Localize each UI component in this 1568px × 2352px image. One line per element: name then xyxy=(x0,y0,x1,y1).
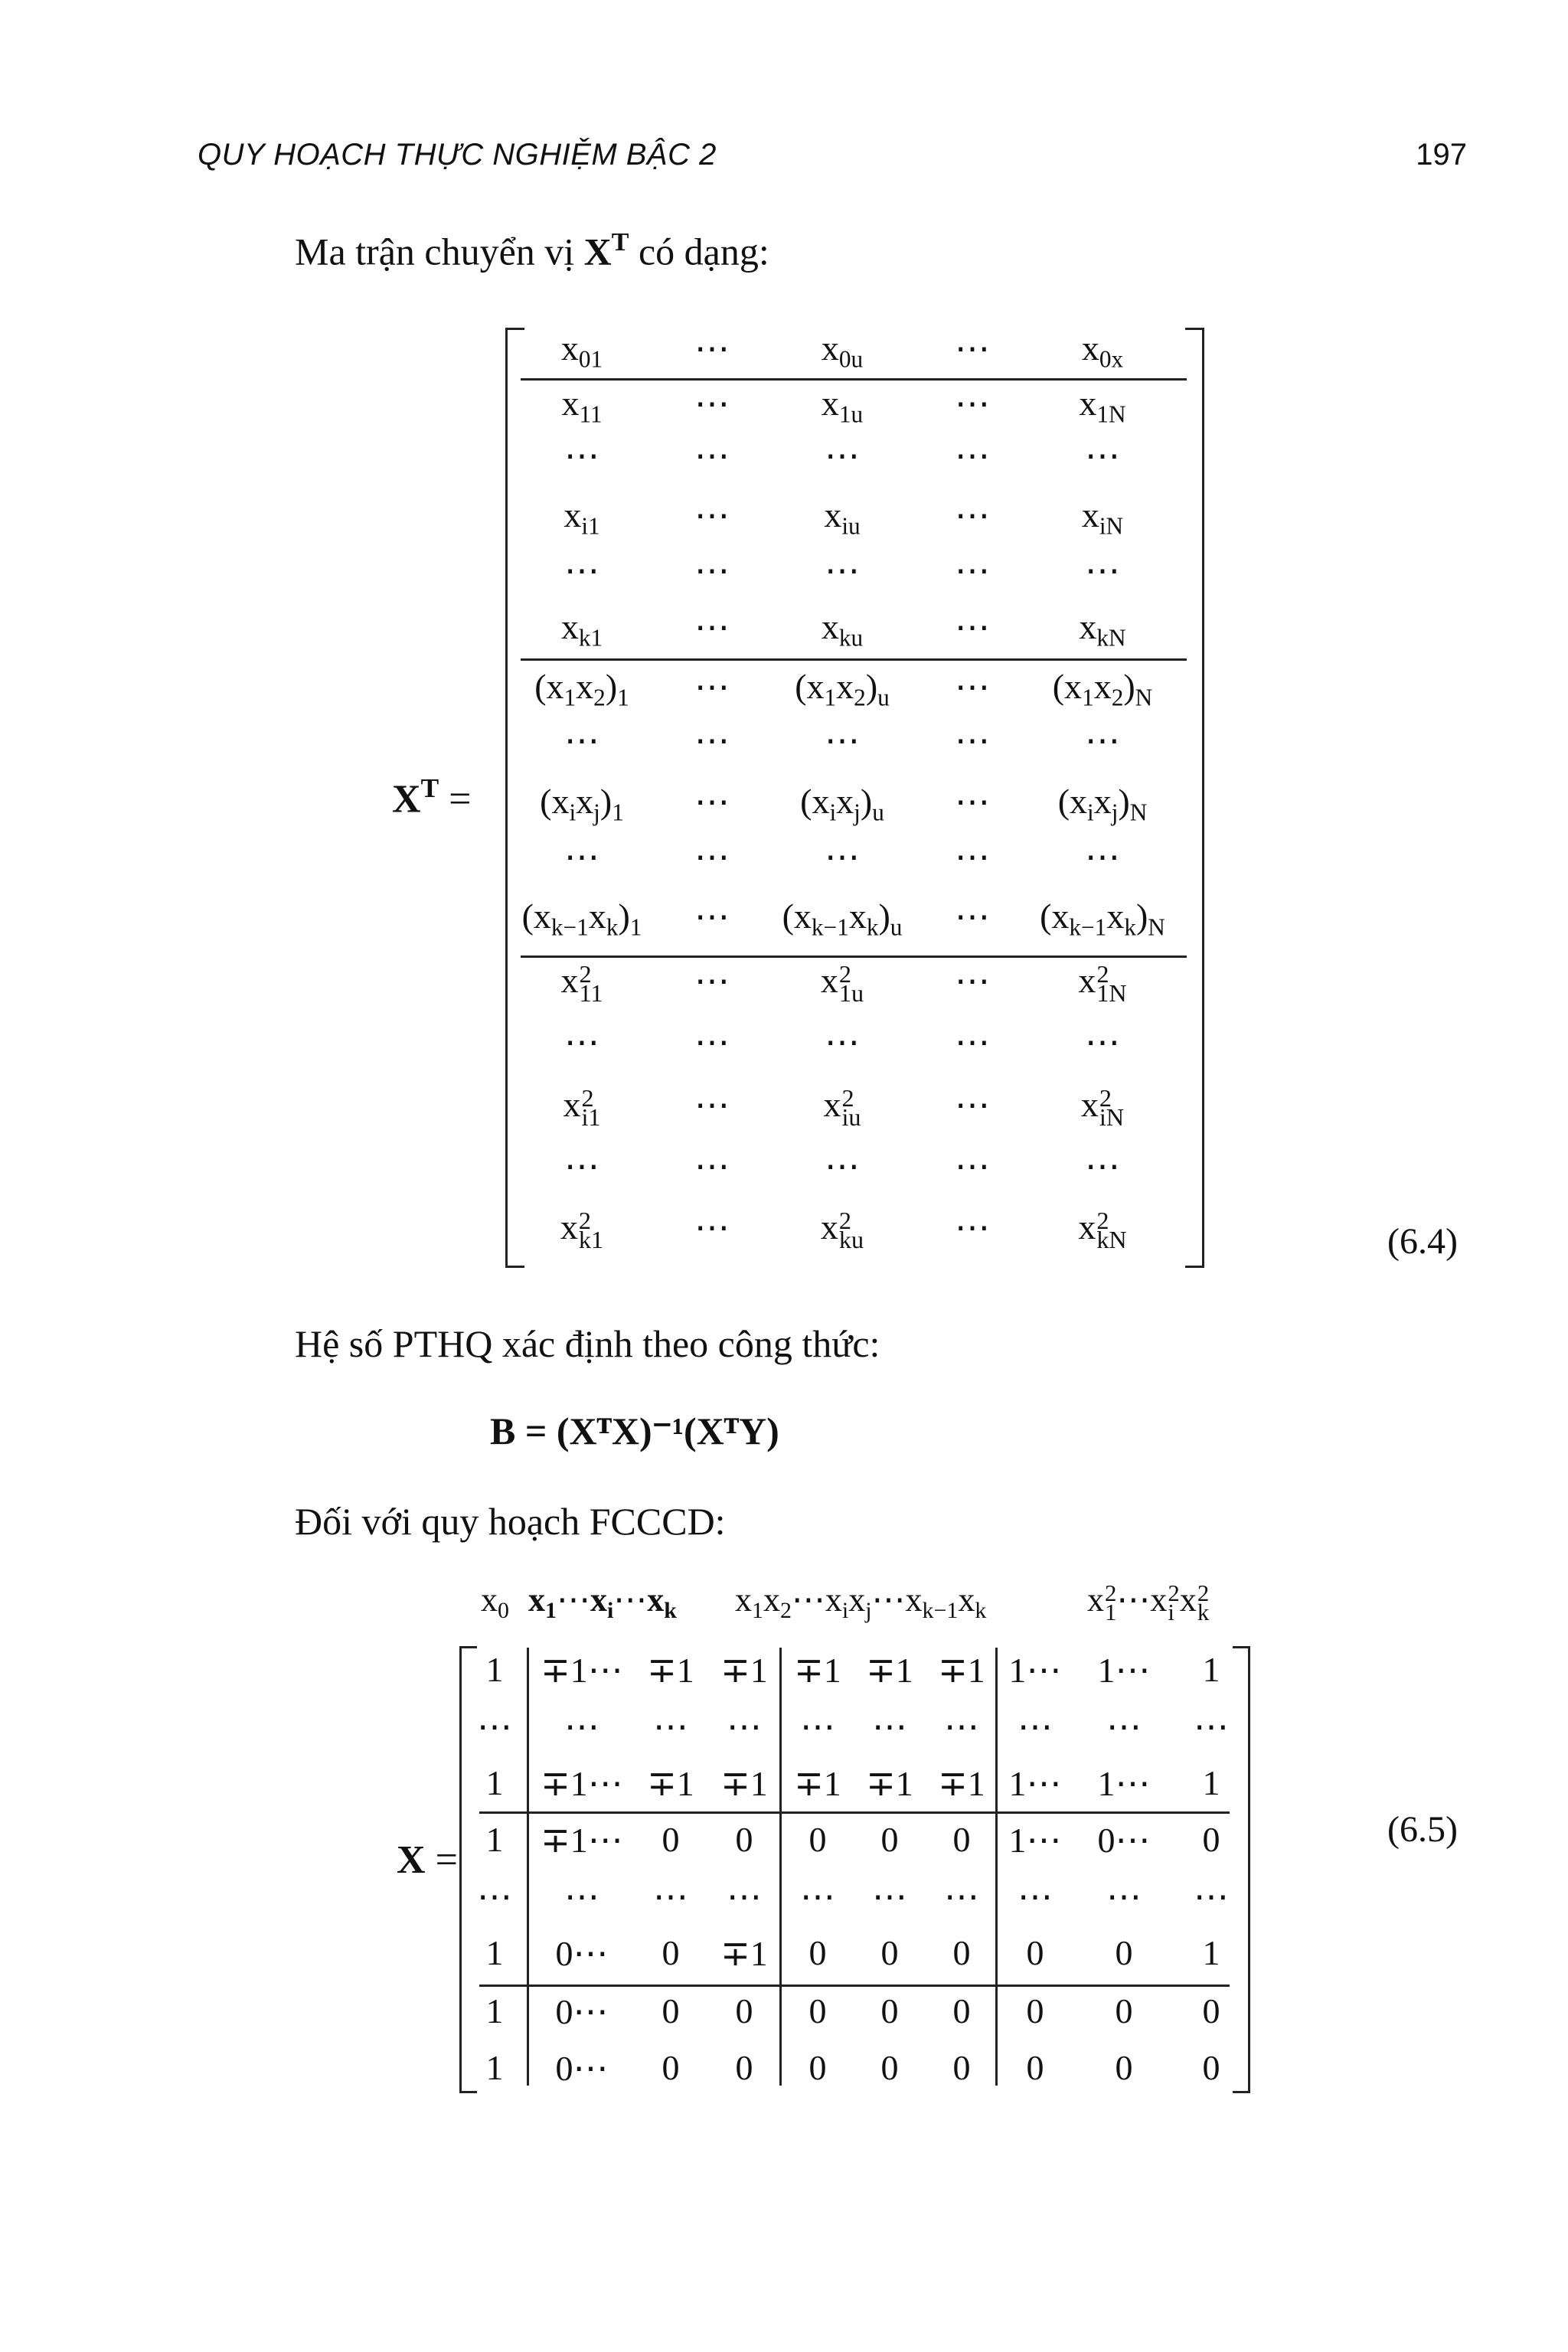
fcccd-cell: ⋯ xyxy=(727,1877,762,1916)
xt-sup: T xyxy=(420,773,439,803)
fcccd-cell: ⋯ xyxy=(727,1707,762,1746)
matrix-cell: ⋯ xyxy=(955,1086,990,1125)
matrix-cell: ⋯ xyxy=(564,838,599,877)
fcccd-cell: 0 xyxy=(1115,1991,1133,2030)
fcccd-cell: ∓1 xyxy=(720,1764,768,1803)
column-header: $x_0$ xyxy=(481,1581,509,1623)
fcccd-row xyxy=(459,1762,1248,1816)
fcccd-cell: ⋯ xyxy=(564,1877,599,1916)
matrix-cell: ⋯ xyxy=(694,962,730,1001)
matrix-cell: $(x_{k-1}x_k)_1$ xyxy=(521,897,642,941)
fcccd-cell: 0 xyxy=(952,1933,971,1972)
matrix-cell: $x_{0x}$ xyxy=(1081,328,1124,373)
fcccd-cell: ⋯ xyxy=(1106,1877,1142,1916)
matrix-cell: ⋯ xyxy=(955,608,990,647)
matrix-cell: $(x_{k-1}x_k)_u$ xyxy=(782,897,903,941)
matrix-cell: ⋯ xyxy=(825,838,860,877)
fcccd-row xyxy=(459,2047,1248,2101)
fcccd-cell: 0⋯ xyxy=(555,2049,609,2088)
fcccd-cell: 0 xyxy=(808,1820,827,1859)
matrix-cell: x 2 ku xyxy=(820,1206,864,1254)
matrix-cell: x 2 11 xyxy=(560,959,603,1008)
matrix-cell: ⋯ xyxy=(825,436,860,475)
fcccd-cell: ∓1 xyxy=(938,1764,985,1803)
header-ellipsis: ⋯ xyxy=(1116,1581,1151,1619)
xt-letter: X xyxy=(392,777,421,822)
fcccd-cell: ⋯ xyxy=(800,1877,835,1916)
fcccd-row xyxy=(459,1706,1248,1759)
fcccd-cell: 0 xyxy=(952,1991,971,2030)
fcccd-cell: 1 xyxy=(485,1650,504,1689)
fcccd-cell: ⋯ xyxy=(653,1707,688,1746)
fcccd-cell: 0 xyxy=(1115,1933,1133,1972)
fcccd-cell: ⋯ xyxy=(872,1877,907,1916)
fcccd-cell: ⋯ xyxy=(1018,1707,1053,1746)
matrix-row xyxy=(505,435,1202,481)
matrix-cell: ⋯ xyxy=(955,838,990,877)
intro-text: Ma trận chuyển vị xyxy=(295,230,575,273)
fcccd-cell: 0⋯ xyxy=(1097,1821,1151,1860)
fcccd-cell: 1 xyxy=(1202,1650,1220,1689)
matrix-row xyxy=(505,666,1202,712)
fcccd-row xyxy=(459,1991,1248,2044)
separator-line xyxy=(521,378,1187,381)
matrix-cell: $x_{1N}$ xyxy=(1079,384,1126,428)
fcccd-cell: 0 xyxy=(808,2048,827,2087)
fcccd-cell: 1 xyxy=(485,1933,504,1972)
fcccd-cell: 0 xyxy=(1202,2048,1220,2087)
matrix-row xyxy=(505,550,1202,596)
fcccd-cell: 0 xyxy=(662,1933,680,1972)
fcccd-cell: ∓1 xyxy=(794,1764,841,1803)
fcccd-cell: ∓1⋯ xyxy=(541,1651,623,1690)
matrix-cell: ⋯ xyxy=(955,384,990,423)
fcccd-cell: 0 xyxy=(880,2048,899,2087)
matrix-cell: ⋯ xyxy=(694,384,730,423)
matrix-row xyxy=(505,960,1202,1006)
matrix-cell: ⋯ xyxy=(955,962,990,1001)
header-ellipsis: ⋯ xyxy=(871,1581,906,1619)
matrix-cell: ⋯ xyxy=(955,1023,990,1062)
fcccd-cell: ∓1 xyxy=(794,1651,841,1690)
matrix-row xyxy=(505,720,1202,766)
matrix-cell: ⋯ xyxy=(694,721,730,760)
equation-number-6-4: (6.4) xyxy=(1387,1221,1458,1262)
matrix-row xyxy=(505,836,1202,882)
intro-tail: có dạng: xyxy=(638,230,769,273)
fcccd-cell: 1⋯ xyxy=(1008,1651,1062,1690)
fcccd-cell: ⋯ xyxy=(944,1707,979,1746)
fcccd-cell: ∓1⋯ xyxy=(541,1821,623,1860)
matrix-cell: $(x_1x_2)_1$ xyxy=(534,667,629,711)
fcccd-row xyxy=(459,1819,1248,1873)
matrix-cell: ⋯ xyxy=(955,551,990,590)
fcccd-cell: 0 xyxy=(662,1820,680,1859)
fcccd-cell: ∓1 xyxy=(647,1764,694,1803)
fcccd-cell: 1 xyxy=(485,1763,504,1802)
fcccd-cell: ∓1 xyxy=(938,1651,985,1690)
matrix-cell: ⋯ xyxy=(955,1208,990,1247)
xt-equals: = xyxy=(449,777,472,822)
matrix-cell: ⋯ xyxy=(694,608,730,647)
fcccd-cell: 0 xyxy=(1115,2048,1133,2087)
fcccd-cell: 1 xyxy=(485,1991,504,2030)
matrix-cell: x 2 i1 xyxy=(563,1083,601,1132)
fcccd-row xyxy=(459,1649,1248,1703)
fcccd-cell: ⋯ xyxy=(800,1707,835,1746)
fcccd-cell: 1⋯ xyxy=(1097,1764,1151,1803)
matrix-cell: $(x_ix_j)_1$ xyxy=(540,782,624,826)
matrix-cell: ⋯ xyxy=(694,496,730,535)
intro-symbol: X xyxy=(583,230,612,273)
matrix-cell: $x_{ku}$ xyxy=(821,607,864,652)
fcccd-cell: 0 xyxy=(735,2048,753,2087)
matrix-cell: ⋯ xyxy=(1085,721,1120,760)
fcccd-cell: 0 xyxy=(880,1991,899,2030)
fcccd-cell: ∓1 xyxy=(866,1764,913,1803)
fcccd-cell: 1 xyxy=(485,1820,504,1859)
matrix-cell: ⋯ xyxy=(694,436,730,475)
equation-number-6-5: (6.5) xyxy=(1387,1809,1458,1850)
x-letter: X xyxy=(397,1838,426,1882)
matrix-cell: ⋯ xyxy=(825,1147,860,1186)
fcccd-cell: 0 xyxy=(1202,1991,1220,2030)
fcccd-cell: 0 xyxy=(662,1991,680,2030)
fcccd-cell: ⋯ xyxy=(1018,1877,1053,1916)
matrix-cell: $x_{iu}$ xyxy=(824,495,861,540)
matrix-cell: ⋯ xyxy=(955,329,990,368)
matrix-cell: ⋯ xyxy=(1085,551,1120,590)
fcccd-row xyxy=(459,1932,1248,1986)
matrix-row xyxy=(505,328,1202,374)
separator-line xyxy=(521,658,1187,661)
running-header: QUY HOẠCH THỰC NGHIỆM BẬC 2 xyxy=(198,138,717,172)
intro-sup: T xyxy=(611,228,629,256)
matrix-cell: ⋯ xyxy=(955,1147,990,1186)
matrix-cell: ⋯ xyxy=(694,897,730,936)
matrix-cell: x 2 iN xyxy=(1080,1083,1125,1132)
fcccd-cell: ∓1 xyxy=(720,1651,768,1690)
matrix-cell: ⋯ xyxy=(955,436,990,475)
fcccd-cell: ∓1 xyxy=(720,1934,768,1973)
fcccd-cell: 1 xyxy=(1202,1763,1220,1802)
matrix-cell: ⋯ xyxy=(1085,838,1120,877)
matrix-row xyxy=(505,1084,1202,1130)
xt-label xyxy=(392,772,471,822)
fcccd-cell: ⋯ xyxy=(944,1877,979,1916)
matrix-cell: ⋯ xyxy=(1085,1023,1120,1062)
matrix-row xyxy=(505,781,1202,827)
page-number: 197 xyxy=(1416,138,1467,172)
fcccd-row xyxy=(459,1876,1248,1929)
matrix-cell: ⋯ xyxy=(564,551,599,590)
matrix-cell: x 2 1u xyxy=(820,959,864,1008)
fcccd-cell: 1⋯ xyxy=(1008,1821,1062,1860)
fcccd-cell: 0 xyxy=(952,2048,971,2087)
matrix-cell: $x_{1u}$ xyxy=(821,384,864,428)
fcccd-cell: 0⋯ xyxy=(555,1992,609,2031)
fcccd-cell: ⋯ xyxy=(1194,1877,1229,1916)
fcccd-cell: ⋯ xyxy=(872,1707,907,1746)
fcccd-cell: ⋯ xyxy=(1106,1707,1142,1746)
matrix-cell: $(x_ix_j)_u$ xyxy=(800,782,884,826)
matrix-cell: $x_{0u}$ xyxy=(821,328,864,373)
fcccd-cell: ⋯ xyxy=(564,1707,599,1746)
header-ellipsis: ⋯ xyxy=(791,1581,825,1619)
matrix-cell: $(x_ix_j)_N$ xyxy=(1057,782,1148,826)
header-ellipsis: ⋯ xyxy=(556,1581,590,1619)
formula-line xyxy=(490,1409,779,1453)
matrix-cell: $x_{i1}$ xyxy=(564,495,600,540)
fcccd-cell: 1 xyxy=(485,2048,504,2087)
matrix-row xyxy=(505,495,1202,541)
matrix-cell: ⋯ xyxy=(825,551,860,590)
matrix-cell: ⋯ xyxy=(955,496,990,535)
fcccd-cell: 0 xyxy=(880,1820,899,1859)
header-ellipsis: ⋯ xyxy=(613,1581,648,1619)
matrix-cell: ⋯ xyxy=(825,1023,860,1062)
matrix-cell: ⋯ xyxy=(955,721,990,760)
fcccd-cell: ⋯ xyxy=(477,1877,512,1916)
fcccd-cell: 0 xyxy=(1202,1820,1220,1859)
matrix-cell: ⋯ xyxy=(564,721,599,760)
matrix-cell: ⋯ xyxy=(694,668,730,707)
matrix-cell: ⋯ xyxy=(955,668,990,707)
fcccd-cell: 0 xyxy=(808,1933,827,1972)
matrix-cell: ⋯ xyxy=(825,721,860,760)
fcccd-cell: ⋯ xyxy=(653,1877,688,1916)
fcccd-cell: 0 xyxy=(952,1820,971,1859)
matrix-cell: ⋯ xyxy=(694,838,730,877)
matrix-cell: ⋯ xyxy=(694,1208,730,1247)
matrix-cell: ⋯ xyxy=(694,782,730,822)
matrix-row xyxy=(505,1207,1202,1253)
matrix-row xyxy=(505,896,1202,942)
matrix-cell: ⋯ xyxy=(955,782,990,822)
matrix-cell: ⋯ xyxy=(694,1023,730,1062)
fcccd-cell: ⋯ xyxy=(1194,1707,1229,1746)
matrix-cell: ⋯ xyxy=(694,1147,730,1186)
matrix-cell: x 2 1N xyxy=(1078,959,1127,1008)
matrix-row xyxy=(505,1021,1202,1067)
matrix-cell: $(x_1x_2)_u$ xyxy=(795,667,890,711)
matrix-cell: $x_{kN}$ xyxy=(1079,607,1126,652)
matrix-cell: ⋯ xyxy=(1085,436,1120,475)
matrix-cell: ⋯ xyxy=(694,551,730,590)
fcccd-cell: 1⋯ xyxy=(1008,1764,1062,1803)
matrix-cell: $x_{01}$ xyxy=(560,328,603,373)
fcccd-cell: 1⋯ xyxy=(1097,1651,1151,1690)
matrix-cell: ⋯ xyxy=(1085,1147,1120,1186)
fcccd-cell: 0 xyxy=(662,2048,680,2087)
fcccd-cell: ⋯ xyxy=(477,1707,512,1746)
matrix-cell: x 2 k1 xyxy=(560,1206,604,1254)
column-header-row xyxy=(467,1580,1294,1642)
fcccd-cell: 0 xyxy=(808,1991,827,2030)
matrix-row xyxy=(505,383,1202,429)
separator-line xyxy=(521,956,1187,958)
matrix-cell: $x_{11}$ xyxy=(561,384,603,428)
matrix-row xyxy=(505,606,1202,652)
fcccd-cell: ∓1⋯ xyxy=(541,1764,623,1803)
matrix-cell: x 2 kN xyxy=(1078,1206,1127,1254)
fcccd-paragraph: Đối với quy hoạch FCCCD: xyxy=(295,1500,726,1543)
column-header: $x_1\cdots x_i\cdots x_k$ xyxy=(528,1581,677,1623)
matrix-cell: $x_{iN}$ xyxy=(1081,495,1124,540)
matrix-cell: ⋯ xyxy=(564,1023,599,1062)
fcccd-cell: 0⋯ xyxy=(555,1934,609,1973)
matrix-cell: $(x_1x_2)_N$ xyxy=(1052,667,1153,711)
fcccd-cell: 0 xyxy=(1026,1991,1044,2030)
formula: B = (XᵀX)⁻¹(XᵀY) xyxy=(490,1410,779,1452)
fcccd-cell: 0 xyxy=(735,1991,753,2030)
matrix-cell: ⋯ xyxy=(694,1086,730,1125)
fcccd-cell: 0 xyxy=(880,1933,899,1972)
fcccd-cell: 0 xyxy=(735,1820,753,1859)
matrix-cell: ⋯ xyxy=(694,329,730,368)
matrix-row xyxy=(505,1145,1202,1191)
matrix-cell: ⋯ xyxy=(564,436,599,475)
matrix-cell: x 2 iu xyxy=(823,1083,861,1132)
fcccd-cell: 0 xyxy=(1026,2048,1044,2087)
matrix-cell: $x_{k1}$ xyxy=(560,607,603,652)
column-header: $x_1x_2\cdots x_ix_j\cdots x_{k-1}x_k$ xyxy=(735,1581,987,1623)
column-header: x 2 1 ⋯x 2 i x 2 k xyxy=(1087,1580,1210,1625)
fcccd-cell: 1 xyxy=(1202,1933,1220,1972)
intro-paragraph xyxy=(295,228,769,274)
matrix-cell: ⋯ xyxy=(564,1147,599,1186)
fcccd-cell: 0 xyxy=(1026,1933,1044,1972)
x-equals: = xyxy=(435,1838,458,1882)
matrix-cell: $(x_{k-1}x_k)_N$ xyxy=(1040,897,1165,941)
coef-paragraph: Hệ số PTHQ xác định theo công thức: xyxy=(295,1322,880,1365)
matrix-cell: ⋯ xyxy=(955,897,990,936)
fcccd-cell: ∓1 xyxy=(866,1651,913,1690)
fcccd-cell: ∓1 xyxy=(647,1651,694,1690)
